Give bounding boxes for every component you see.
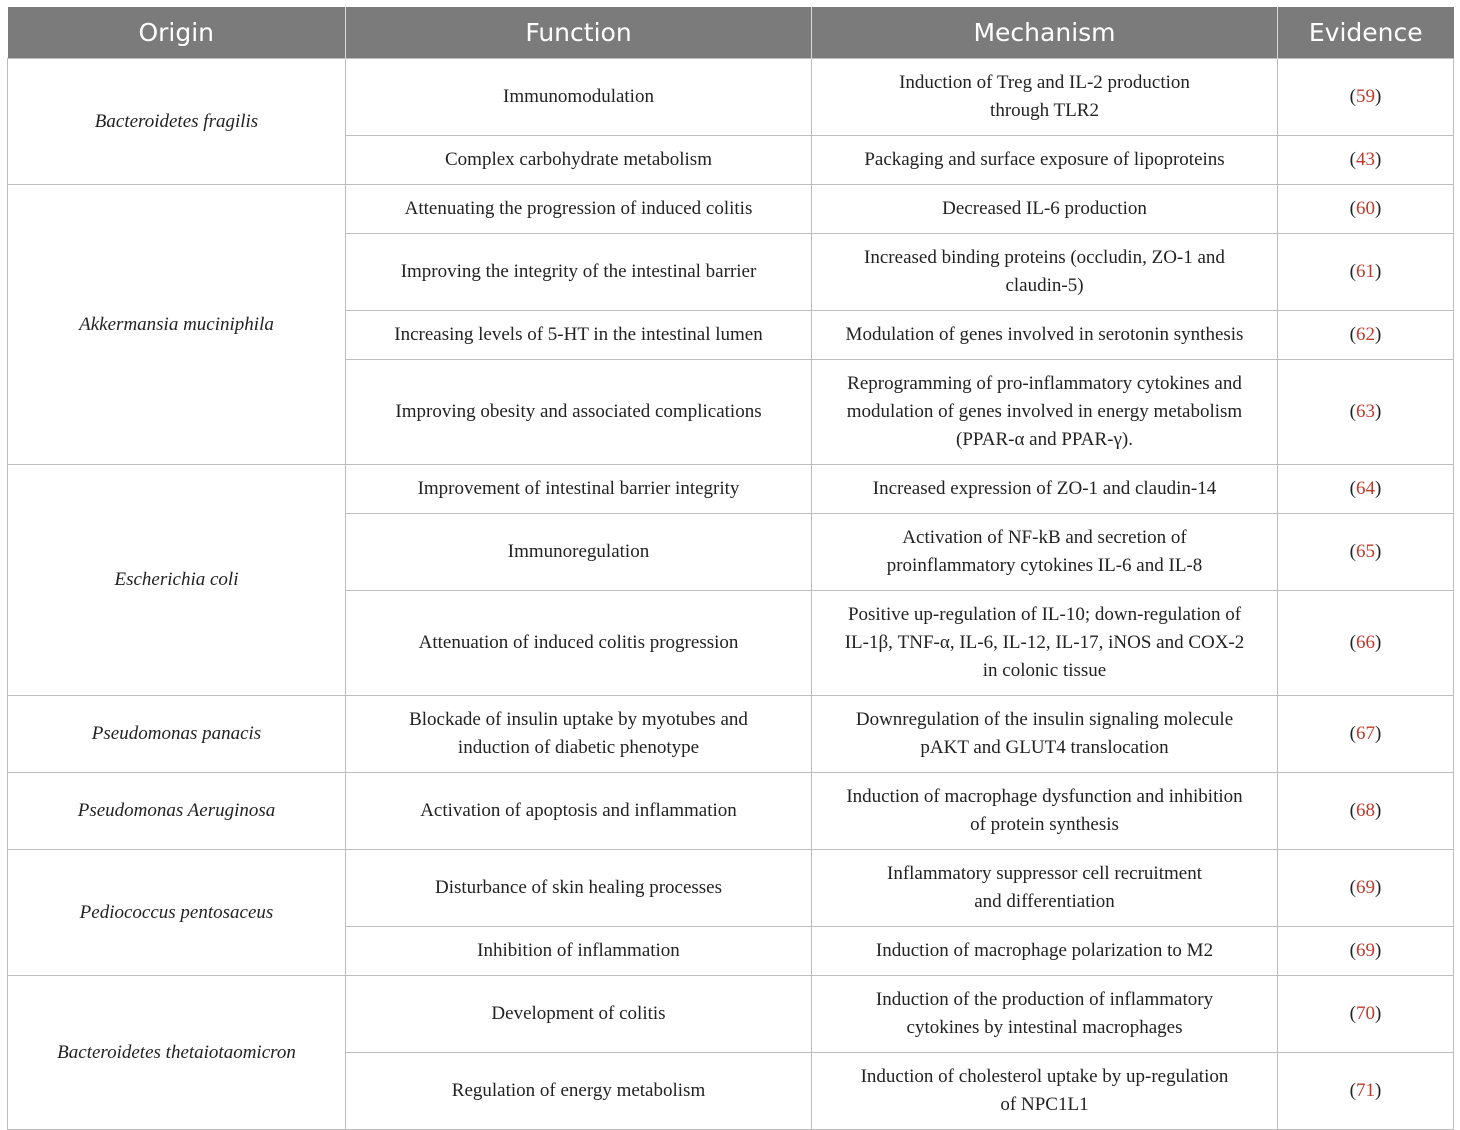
table-row bbox=[8, 976, 1454, 1053]
evidence-cell: (69) bbox=[1278, 850, 1454, 927]
mechanism-cell: Decreased IL-6 production bbox=[812, 185, 1278, 234]
mechanism-cell: Inflammatory suppressor cell recruitment and differentiation bbox=[812, 850, 1278, 927]
evidence-cell: (43) bbox=[1278, 136, 1454, 185]
evidence-cell: (69) bbox=[1278, 927, 1454, 976]
mechanism-cell: Downregulation of the insulin signaling molecule pAKT and GLUT4 translocation bbox=[812, 696, 1278, 773]
evidence-reference-link[interactable]: 43 bbox=[1356, 149, 1375, 170]
function-cell: Improving obesity and associated complications bbox=[346, 360, 812, 465]
evidence-reference-link[interactable]: 59 bbox=[1356, 86, 1375, 107]
mechanism-cell: Induction of Treg and IL-2 production through TLR2 bbox=[812, 59, 1278, 136]
table-row bbox=[8, 696, 1454, 773]
origin-cell: Escherichia coli bbox=[8, 465, 346, 696]
evidence-cell: (66) bbox=[1278, 591, 1454, 696]
function-cell: Attenuation of induced colitis progression bbox=[346, 591, 812, 696]
table-row bbox=[8, 773, 1454, 850]
evidence-reference-link[interactable]: 61 bbox=[1356, 261, 1375, 282]
function-cell: Complex carbohydrate metabolism bbox=[346, 136, 812, 185]
mechanism-cell: Reprogramming of pro-inflammatory cytokines and modulation of genes involved in energy metabolism (PPAR-α and PPAR-γ). bbox=[812, 360, 1278, 465]
evidence-reference-link[interactable]: 65 bbox=[1356, 541, 1375, 562]
origin-cell: Bacteroidetes fragilis bbox=[8, 59, 346, 185]
mechanism-cell: Induction of cholesterol uptake by up-regulation of NPC1L1 bbox=[812, 1053, 1278, 1130]
evidence-cell: (68) bbox=[1278, 773, 1454, 850]
function-cell: Improvement of intestinal barrier integrity bbox=[346, 465, 812, 514]
mechanism-cell: Activation of NF-kB and secretion of proinflammatory cytokines IL-6 and IL-8 bbox=[812, 514, 1278, 591]
header-mechanism: Mechanism bbox=[812, 7, 1278, 59]
table-row bbox=[8, 185, 1454, 234]
evidence-cell: (70) bbox=[1278, 976, 1454, 1053]
evidence-cell: (64) bbox=[1278, 465, 1454, 514]
mechanism-cell: Induction of macrophage polarization to M2 bbox=[812, 927, 1278, 976]
evidence-reference-link[interactable]: 66 bbox=[1356, 632, 1375, 653]
function-cell: Improving the integrity of the intestinal barrier bbox=[346, 234, 812, 311]
evidence-cell: (61) bbox=[1278, 234, 1454, 311]
mechanism-cell: Packaging and surface exposure of lipoproteins bbox=[812, 136, 1278, 185]
evidence-cell: (59) bbox=[1278, 59, 1454, 136]
table-row bbox=[8, 850, 1454, 927]
evidence-cell: (67) bbox=[1278, 696, 1454, 773]
origin-cell: Akkermansia muciniphila bbox=[8, 185, 346, 465]
function-cell: Attenuating the progression of induced colitis bbox=[346, 185, 812, 234]
evidence-reference-link[interactable]: 70 bbox=[1356, 1003, 1375, 1024]
evidence-cell: (60) bbox=[1278, 185, 1454, 234]
evidence-reference-link[interactable]: 62 bbox=[1356, 324, 1375, 345]
origin-cell: Bacteroidetes thetaiotaomicron bbox=[8, 976, 346, 1130]
header-row bbox=[8, 7, 1454, 59]
origin-cell: Pseudomonas Aeruginosa bbox=[8, 773, 346, 850]
mechanism-cell: Positive up-regulation of IL-10; down-regulation of IL-1β, TNF-α, IL-6, IL-12, IL-17, iNOS and COX-2 in colonic tissue bbox=[812, 591, 1278, 696]
mechanism-cell: Induction of macrophage dysfunction and inhibition of protein synthesis bbox=[812, 773, 1278, 850]
function-cell: Regulation of energy metabolism bbox=[346, 1053, 812, 1130]
evidence-reference-link[interactable]: 67 bbox=[1356, 723, 1375, 744]
function-cell: Disturbance of skin healing processes bbox=[346, 850, 812, 927]
mechanism-cell: Increased expression of ZO-1 and claudin-14 bbox=[812, 465, 1278, 514]
function-cell: Immunoregulation bbox=[346, 514, 812, 591]
evidence-reference-link[interactable]: 64 bbox=[1356, 478, 1375, 499]
header-origin: Origin bbox=[8, 7, 346, 59]
header-function: Function bbox=[346, 7, 812, 59]
evidence-reference-link[interactable]: 60 bbox=[1356, 198, 1375, 219]
origin-cell: Pediococcus pentosaceus bbox=[8, 850, 346, 976]
function-cell: Inhibition of inflammation bbox=[346, 927, 812, 976]
evidence-reference-link[interactable]: 71 bbox=[1356, 1080, 1375, 1101]
header-evidence: Evidence bbox=[1278, 7, 1454, 59]
function-cell: Immunomodulation bbox=[346, 59, 812, 136]
table-body bbox=[8, 59, 1454, 1130]
evidence-reference-link[interactable]: 68 bbox=[1356, 800, 1375, 821]
mechanism-cell: Increased binding proteins (occludin, ZO-1 and claudin-5) bbox=[812, 234, 1278, 311]
evidence-reference-link[interactable]: 69 bbox=[1356, 877, 1375, 898]
function-cell: Blockade of insulin uptake by myotubes and induction of diabetic phenotype bbox=[346, 696, 812, 773]
data-table bbox=[7, 7, 1454, 1130]
evidence-reference-link[interactable]: 63 bbox=[1356, 401, 1375, 422]
evidence-cell: (71) bbox=[1278, 1053, 1454, 1130]
function-cell: Development of colitis bbox=[346, 976, 812, 1053]
table-row bbox=[8, 59, 1454, 136]
mechanism-cell: Modulation of genes involved in serotonin synthesis bbox=[812, 311, 1278, 360]
function-cell: Activation of apoptosis and inflammation bbox=[346, 773, 812, 850]
function-cell: Increasing levels of 5-HT in the intestinal lumen bbox=[346, 311, 812, 360]
evidence-cell: (63) bbox=[1278, 360, 1454, 465]
evidence-cell: (62) bbox=[1278, 311, 1454, 360]
table-row bbox=[8, 465, 1454, 514]
evidence-cell: (65) bbox=[1278, 514, 1454, 591]
origin-cell: Pseudomonas panacis bbox=[8, 696, 346, 773]
evidence-reference-link[interactable]: 69 bbox=[1356, 940, 1375, 961]
mechanism-cell: Induction of the production of inflammatory cytokines by intestinal macrophages bbox=[812, 976, 1278, 1053]
